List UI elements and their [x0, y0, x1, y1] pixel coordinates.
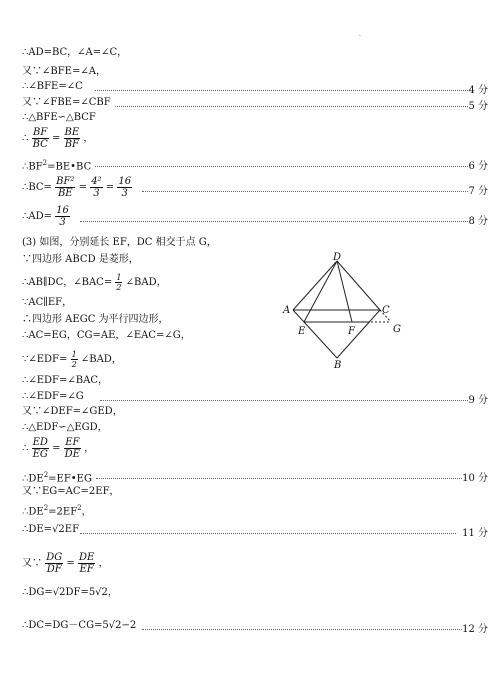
label-e: E: [298, 326, 306, 337]
step-ad-value: [22, 205, 70, 228]
step-text: ∴DG=: [22, 587, 53, 598]
part-3-intro: [22, 237, 217, 249]
step-text: ∴∠BFE=∠C: [22, 81, 83, 92]
equals-sign: =: [78, 182, 87, 193]
step-text: ∵四边形 ABCD 是菱形，: [22, 254, 139, 265]
step-text: ∠BAD，: [80, 354, 122, 365]
score-6: 6 分: [468, 161, 488, 172]
step-ac-parallel-ef: [22, 297, 72, 309]
step-ratio-bf-bc: [22, 127, 93, 150]
step-text: ∴△EDF∽△EGD，: [22, 422, 108, 433]
step-similar-triangles: [22, 112, 96, 124]
fraction-half: $\frac{1}{2}$: [71, 350, 77, 369]
step-text: ∴BC=: [22, 182, 52, 193]
score-leader: [115, 106, 468, 107]
exponent: 2: [77, 504, 82, 512]
step-text: 又∵∠DEF=∠GED，: [22, 406, 123, 417]
score-12: 12 分: [462, 624, 488, 635]
score-leader: [95, 90, 468, 91]
fraction-bf2-be: $\frac{\text{BF²}}{BE}$: [56, 176, 75, 199]
comma: ，: [84, 443, 95, 454]
score-leader: [96, 478, 462, 479]
score-9: 9 分: [468, 395, 488, 406]
fraction-16-3: $\frac{16}{3}$: [56, 205, 69, 228]
step-text: ∴△BFE∽△BCF: [22, 112, 96, 123]
comma: ，: [81, 506, 92, 518]
exponent: 2: [43, 504, 49, 512]
step-edf-similar-egd: [22, 422, 108, 434]
step-text: 又∵∠BFE=∠A，: [22, 66, 106, 77]
fraction-be-bf: $\frac{BE}{BF}$: [64, 127, 80, 150]
step-text: ∴DC=DG－CG=5√2−2: [22, 620, 137, 631]
equals-sign: =: [66, 558, 75, 569]
step-ab-parallel-dc: [22, 273, 167, 292]
score-10: 10 分: [462, 473, 488, 484]
score-11: 11 分: [462, 528, 488, 539]
step-ac-eq-eg: [22, 330, 191, 342]
step-text: √2EF: [52, 524, 80, 535]
fraction-ef-de: $\frac{EF}{DE}$: [64, 437, 80, 460]
step-text: ∴AC=EG，CG=AE，∠EAC=∠G，: [22, 330, 191, 341]
step-text: (3) 如图，分别延长 EF，DC 相交于点 G，: [22, 237, 217, 248]
step-text: =2EF: [48, 506, 78, 518]
step-text: ∴∠EDF=∠BAC，: [22, 375, 108, 386]
step-eg-eq-2ef: [22, 486, 120, 498]
label-d: D: [333, 252, 342, 263]
equals-sign: =: [105, 182, 115, 193]
step-edf-eq-g: [22, 391, 84, 403]
fraction-ed-eg: $\frac{ED}{EG}$: [32, 437, 48, 460]
label-a: A: [283, 305, 291, 316]
step-de-squared: [22, 469, 92, 485]
segment-cb: [337, 310, 380, 358]
score-leader: [100, 400, 468, 401]
comma: ，: [83, 133, 94, 144]
fraction-16-3: $\frac{16}{3}$: [118, 176, 132, 199]
step-text: ∴AD=: [22, 211, 52, 222]
score-4: 4 分: [468, 85, 488, 96]
label-f: F: [348, 326, 355, 337]
score-leader: [80, 533, 456, 534]
label-b: B: [334, 360, 342, 370]
equals-sign: =: [51, 133, 61, 144]
fraction-de-ef: $\frac{DE}{EF}$: [78, 552, 95, 575]
step-bfe-eq-c: [22, 81, 83, 93]
step-fbe-eq-cbf: [22, 97, 111, 109]
step-parallelogram: [22, 314, 169, 326]
step-de2-eq-2ef2: [22, 502, 92, 518]
step-bf-squared: [22, 157, 91, 173]
step-text: ∴DE=: [22, 524, 53, 535]
label-g: G: [393, 324, 401, 335]
step-dc-value: [22, 620, 136, 632]
step-ratio-ed-eg: [22, 437, 94, 460]
step-text: ∠BAD，: [125, 277, 167, 288]
equals-sign: =: [52, 443, 61, 454]
label-c: C: [382, 305, 390, 316]
step-edf-eq-bac: [22, 375, 108, 387]
step-text: =BE•BC: [47, 161, 92, 173]
step-text: ∴: [22, 133, 29, 144]
rhombus-figure: [280, 250, 410, 370]
fraction-dg-df: $\frac{DG}{DF}$: [46, 552, 63, 575]
fraction-half: $\frac{1}{2}$: [116, 273, 122, 292]
step-text: ∴AD=BC，∠A=∠C，: [22, 47, 128, 58]
step-ad-eq-bc: [22, 47, 127, 59]
comma: ，: [98, 558, 109, 569]
score-leader: [95, 166, 468, 167]
step-bc-value: [22, 176, 132, 199]
step-rhombus: [22, 254, 139, 266]
step-text: ∴BF: [22, 161, 43, 173]
step-edf-half-bad: [22, 350, 122, 369]
step-text: ∴∠EDF=∠G: [22, 391, 84, 402]
step-ratio-dg-df: [22, 552, 108, 575]
fraction-4sq-3: $\frac{\text{4²}}{3}$: [91, 176, 102, 199]
score-5: 5 分: [468, 101, 488, 112]
step-text: 又∵EG=AC=2EF，: [22, 486, 120, 497]
score-leader: [142, 629, 462, 630]
step-text: =EF•EG: [48, 473, 92, 485]
step-bfe-eq-a: [22, 66, 106, 78]
step-text: ∴DE: [22, 473, 44, 485]
step-def-eq-ged: [22, 406, 123, 418]
stray-dot: ·: [359, 33, 361, 40]
score-8: 8 分: [468, 216, 488, 227]
step-text: ∴DE: [22, 506, 44, 518]
step-text: ∴AB∥DC，∠BAC=: [22, 277, 113, 288]
score-leader: [80, 221, 468, 222]
step-text: ∴四边形 AEGC 为平行四边形，: [22, 314, 169, 325]
step-text: ∵∠EDF=: [22, 354, 68, 365]
step-text: 又∵∠FBE=∠CBF: [22, 97, 111, 108]
score-7: 7 分: [468, 186, 488, 197]
score-leader: [142, 191, 468, 192]
exponent: 2: [43, 471, 49, 479]
step-text: √2DF=5√2，: [52, 587, 118, 598]
exponent: 2: [42, 159, 48, 167]
step-text: 又∵: [22, 558, 42, 569]
step-text: ∵AC∥EF，: [22, 297, 73, 308]
fraction-bf-bc: $\frac{BF}{BC}$: [32, 127, 48, 150]
step-text: ∴: [22, 443, 29, 454]
step-de-eq-root2-ef: [22, 524, 79, 536]
step-dg-value: [22, 587, 118, 599]
